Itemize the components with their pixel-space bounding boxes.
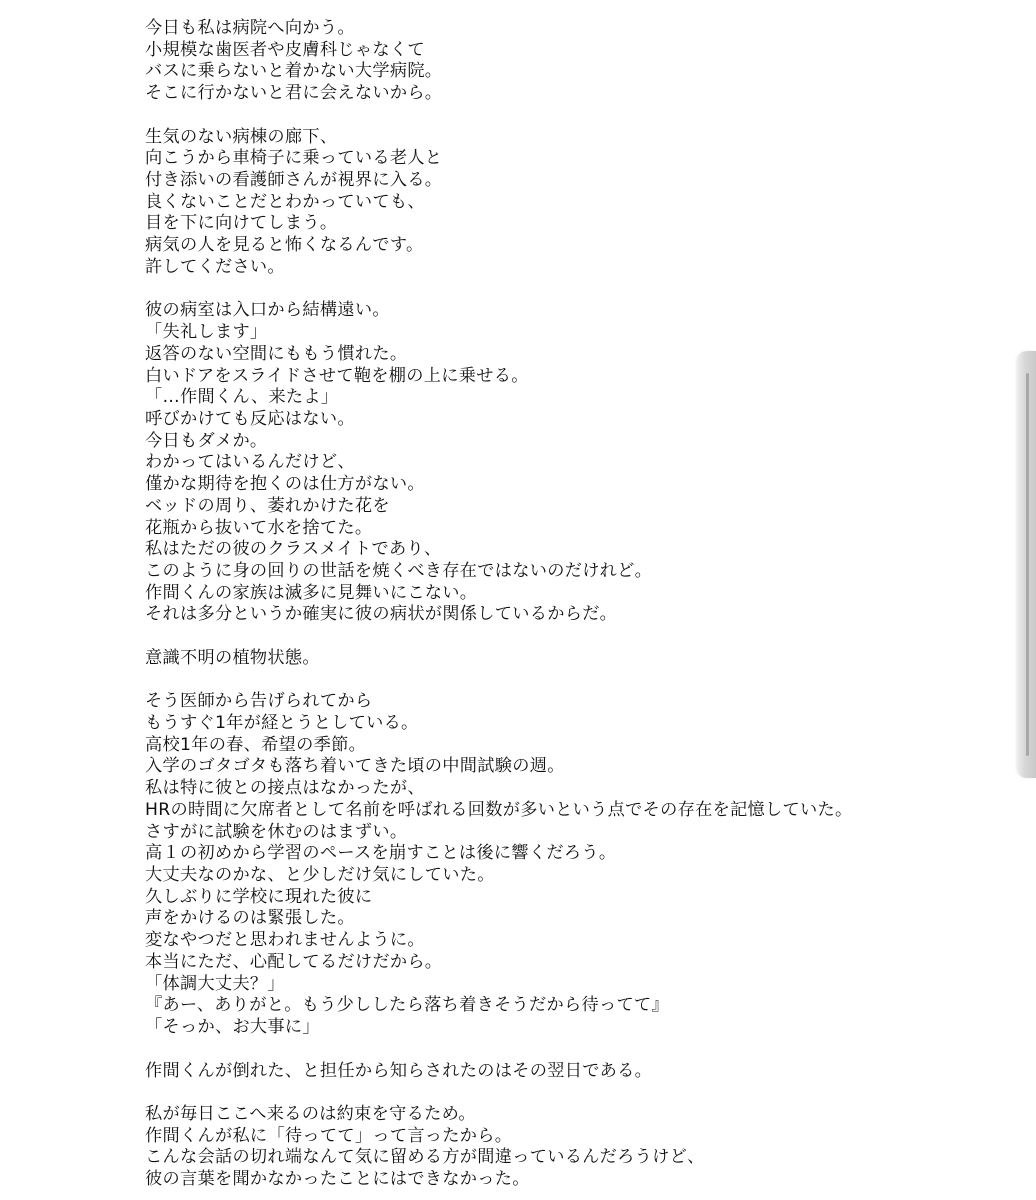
text-line: 高１の初めから学習のペースを崩すことは後に響くだろう。 <box>145 843 617 864</box>
text-line: 私はただの彼のクラスメイトであり、 <box>145 539 442 560</box>
text-line: 僅かな期待を抱くのは仕方がない。 <box>145 474 425 495</box>
text-line: 返答のない空間にももう慣れた。 <box>145 343 408 364</box>
text-line: 許してください。 <box>145 256 285 277</box>
text-line: 入学のゴタゴタも落ち着いてきた頃の中間試験の週。 <box>145 756 565 777</box>
text-line: 意識不明の植物状態。 <box>145 647 320 668</box>
text-line: 花瓶から抜いて水を捨てた。 <box>145 517 373 538</box>
text-line: それは多分というか確実に彼の病状が関係しているからだ。 <box>145 604 618 625</box>
text-line: 作間くんの家族は滅多に見舞いにこない。 <box>145 582 478 603</box>
text-line: HRの時間に欠席者として名前を呼ばれる回数が多いという点でその存在を記憶していた。 <box>145 799 853 820</box>
text-line: 久しぶりに学校に現れた彼に <box>145 886 373 907</box>
text-line: 白いドアをスライドさせて鞄を棚の上に乗せる。 <box>145 365 529 386</box>
text-line: 小規模な歯医者や皮膚科じゃなくて <box>145 39 425 60</box>
text-line: 私が毎日ここへ来るのは約束を守るため。 <box>145 1103 476 1124</box>
text-line: 本当にただ、心配してるだけだから。 <box>145 951 443 972</box>
text-line: このように身の回りの世話を焼くべき存在ではないのだけれど。 <box>145 560 653 581</box>
text-line: こんな会話の切れ端なんて気に留める方が間違っているんだろうけど、 <box>145 1147 705 1168</box>
text-line: 生気のない病棟の廊下、 <box>145 126 338 147</box>
text-line <box>145 1082 1005 1104</box>
text-line: 高校1年の春、希望の季節。 <box>145 734 367 755</box>
text-line: 作間くんが私に「待ってて」って言ったから。 <box>145 1125 513 1146</box>
text-line: バスに乗らないと着かない大学病院。 <box>145 61 443 82</box>
text-line: 向こうから車椅子に乗っている老人と <box>145 148 443 169</box>
text-line: 「そっか、お大事に」 <box>145 1017 320 1038</box>
scrollbar-handle[interactable] <box>1017 351 1036 778</box>
text-line <box>145 279 1005 301</box>
text-line: 「…作間くん、来たよ」 <box>145 387 339 408</box>
text-line: 良くないことだとわかっていても、 <box>145 191 425 212</box>
text-line: 病気の人を見ると怖くなるんです。 <box>145 235 424 256</box>
text-line: 作間くんが倒れた、と担任から知らされたのはその翌日である。 <box>145 1060 653 1081</box>
text-line: 『あー、ありがと。もう少ししたら落ち着きそうだから待ってて』 <box>145 995 669 1016</box>
text-line: 今日もダメか。 <box>145 430 268 451</box>
text-line <box>145 1039 1005 1061</box>
text-line: 彼の言葉を聞かなかったことにはできなかった。 <box>145 1169 530 1190</box>
scrollbar-grip[interactable] <box>1026 373 1029 756</box>
text-line: 「失礼します」 <box>145 322 268 343</box>
text-line: 大丈夫なのかな、と少しだけ気にしていた。 <box>145 865 495 886</box>
text-line: 今日も私は病院へ向かう。 <box>145 18 355 38</box>
text-line: ベッドの周り、萎れかけた花を <box>145 495 390 516</box>
story-text <box>145 18 1005 1191</box>
text-line: 付き添いの看護師さんが視界に入る。 <box>145 170 443 191</box>
text-line: 目を下に向けてしまう。 <box>145 213 338 234</box>
text-line <box>145 670 1005 692</box>
text-line <box>145 626 1005 648</box>
text-line: 「体調大丈夫？」 <box>145 973 285 994</box>
text-line: もうすぐ1年が経とうとしている。 <box>145 713 419 733</box>
text-line: 私は特に彼との接点はなかったが、 <box>145 778 425 799</box>
text-line: 呼びかけても反応はない。 <box>145 408 355 429</box>
text-line <box>145 105 1005 127</box>
text-line: さすがに試験を休むのはまずい。 <box>145 821 408 842</box>
text-line: そこに行かないと君に会えないから。 <box>145 83 443 104</box>
text-line: わかってはいるんだけど、 <box>145 452 355 473</box>
text-line: 彼の病室は入口から結構遠い。 <box>145 300 390 321</box>
text-line: そう医師から告げられてから <box>145 691 373 712</box>
text-line: 声をかけるのは緊張した。 <box>145 908 355 929</box>
text-line: 変なやつだと思われませんように。 <box>145 930 425 951</box>
